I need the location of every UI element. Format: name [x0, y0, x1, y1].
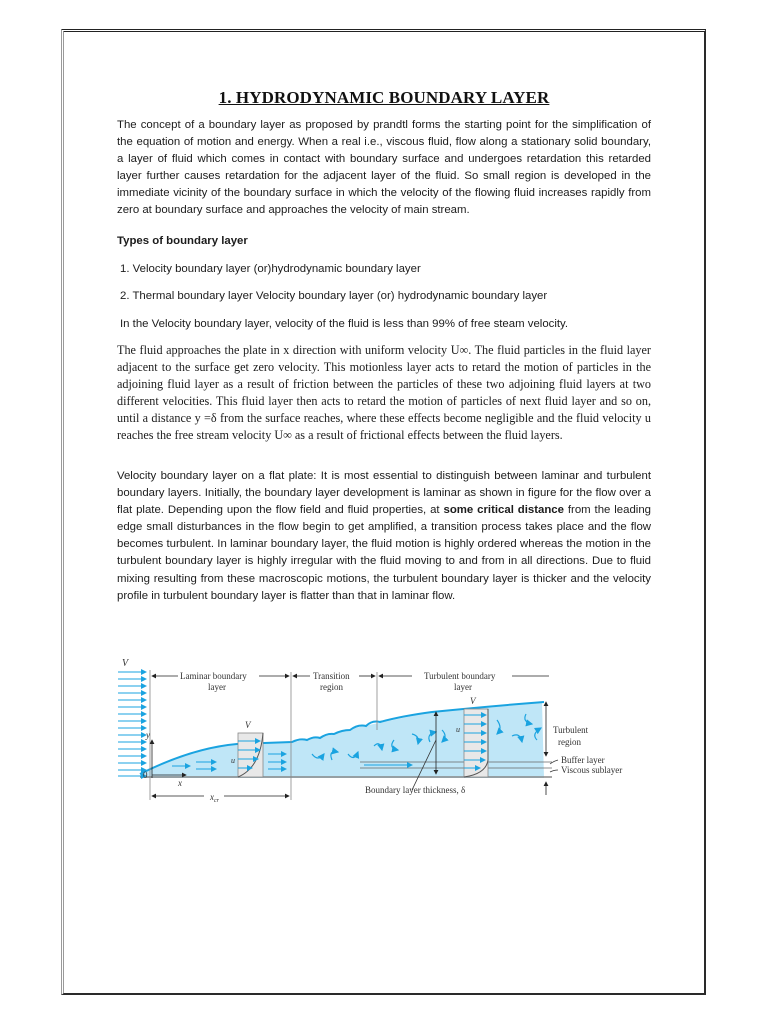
velocity-note: In the Velocity boundary layer, velocity of the fluid is less than 99% of free steam velocity.: [120, 318, 569, 330]
fluid-paragraph: The fluid approaches the plate in x direction with uniform velocity U∞. The fluid particles in the fluid layer adjacent to the surface get zero velocity. This motionless layer acts to retard the motion of particles in the adjoining fluid layer as a result of friction between the particles of these two adjoining fluid layers at two different velocities. This fluid layer then acts to retard the motion of particles of next fluid layer and so on, until a distance y =δ from the surface reaches, where these effects become negligible and the fluid velocity u reaches the free stream velocity U∞ as a result of frictional effects between the fluid layers.: [117, 343, 651, 442]
x-axis-label: x: [178, 778, 182, 788]
free-stream-v-label: V: [122, 658, 129, 669]
turbulent-bl-label: Turbulent boundary: [424, 671, 496, 681]
types-heading: Types of boundary layer: [117, 235, 248, 247]
flat-plate-text-1: Velocity boundary layer on a flat plate: It is most essential to distinguish between laminar and turbulent boundary layers. Initially, the boundary layer development is laminar as shown in figure for the flow over a flat plate. Depending upon the flow field and fluid properties, at: [117, 470, 651, 517]
origin-label: 0: [143, 770, 148, 780]
svg-text:u: u: [456, 725, 460, 734]
viscous-sublayer-label: Viscous sublayer: [561, 765, 623, 775]
buffer-layer-label: Buffer layer: [561, 755, 605, 765]
turbulent-region-label: Turbulent: [553, 725, 589, 735]
boundary-layer-figure: [112, 650, 650, 810]
xcr-label: $x_{cr}$: [210, 792, 219, 804]
laminar-label: Laminar boundary: [180, 671, 247, 681]
svg-text:region: region: [320, 682, 343, 692]
svg-text:region: region: [558, 737, 581, 747]
critical-distance-emphasis: some critical distance: [443, 504, 564, 517]
svg-text:layer: layer: [208, 682, 226, 692]
list-item-thermal: 2. Thermal boundary layer Velocity boundary layer (or) hydrodynamic boundary layer: [120, 290, 548, 302]
flat-plate-paragraph: [117, 468, 651, 605]
transition-label: Transition: [313, 671, 350, 681]
list-item-velocity: 1. Velocity boundary layer (or)hydrodynamic boundary layer: [120, 263, 421, 275]
free-stream-arrows: [118, 672, 146, 776]
page-title: 1. HYDRODYNAMIC BOUNDARY LAYER: [218, 88, 550, 107]
svg-text:u: u: [231, 756, 235, 765]
y-axis-label: y: [146, 730, 150, 740]
turbulent-profile-v: V: [470, 696, 476, 706]
thickness-label: Boundary layer thickness, δ: [365, 785, 466, 795]
flat-plate-text-2: from the leading edge small disturbances in the flow begin to get amplified, a transition process takes place and the flow becomes turbulent. In laminar boundary layer, the fluid motion is highly ordered whereas the motion in the turbulent boundary layer is highly irregular with the fluid moving to and from in all directions. Due to fluid mixing resulting from these macroscopic motions, the turbulent boundary layer is thicker and the velocity profile in turbulent boundary layer is flatter than that in laminar flow.: [117, 504, 652, 602]
laminar-profile-v: V: [245, 720, 251, 730]
intro-paragraph: The concept of a boundary layer as proposed by prandtl forms the starting point for the simplification of the equation of motion and energy. When a real i.e., viscous fluid, flow along a stationary solid boundary, a layer of fluid which comes in contact with boundary surface and undergoes retardation this retarded layer further causes retardation for the adjacent layer of the fluid. So small region is developed in the immediate vicinity of the boundary surface in which the velocity of the flowing fluid increases rapidly from zero at boundary surface and approaches the velocity of main stream.: [117, 119, 651, 217]
svg-text:layer: layer: [454, 682, 472, 692]
